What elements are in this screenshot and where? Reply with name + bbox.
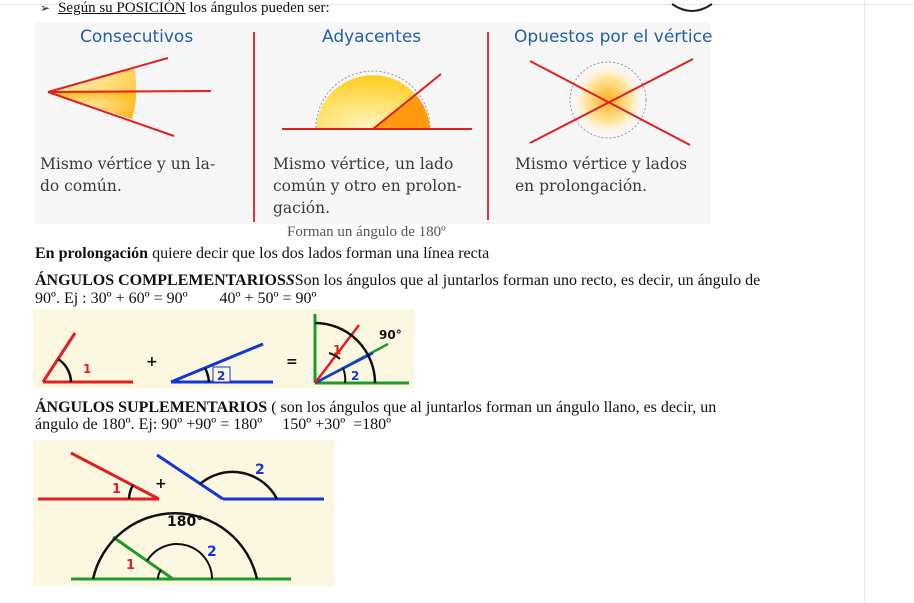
panel-title-consecutivos: Consecutivos	[80, 27, 194, 47]
supplementary-angles-drawing	[33, 440, 334, 586]
panel-text-adyacentes: Mismo vértice, un lado común y otro en prolon- gación.	[273, 155, 462, 217]
panel-text-opuestos: Mismo vértice y lados en prolongación.	[515, 155, 688, 195]
adjacent-angles-figure	[276, 60, 476, 140]
complementary-figure	[33, 309, 414, 388]
supplementary-figure	[33, 440, 334, 586]
consecutive-angles-figure	[36, 55, 252, 145]
comp-label-90: 90°	[379, 328, 402, 342]
panel-divider-2	[487, 32, 489, 220]
panel-title-opuestos: Opuestos por el vértice	[514, 27, 713, 47]
section-heading	[40, 0, 330, 17]
complementarios-bold: ÁNGULOS COMPLEMENTARIOS	[35, 272, 286, 289]
complementarios-rest: Son los ángulos que al juntarlos forman uno recto, es decir, un ángulo de	[294, 272, 761, 289]
comp-combined-label-1: 1	[333, 343, 342, 357]
prolongacion-text	[35, 245, 489, 262]
comp-equals: =	[286, 354, 298, 370]
sup-label-180: 180°	[167, 514, 204, 530]
heading-underlined: Según su POSICIÓN	[58, 0, 186, 16]
panel-divider-1	[253, 32, 255, 222]
complementarios-italic: S	[285, 272, 295, 289]
complementarios-line2: 90º. Ej : 30º + 60º = 90º 40º + 50º = 90º	[35, 290, 317, 307]
suplementarios-rest: ( son los ángulos que al juntarlos forman un ángulo llano, es decir, un	[267, 399, 717, 416]
sup-label-2: 2	[255, 462, 265, 478]
sup-combined-label-2: 2	[207, 544, 217, 560]
comp-plus: +	[146, 354, 158, 370]
page-margin-rule	[864, 0, 865, 603]
comp-combined-label-2: 2	[351, 369, 360, 383]
prolongacion-bold: En prolongación	[35, 245, 149, 262]
complementarios-line1	[35, 272, 760, 289]
sup-plus: +	[155, 476, 167, 492]
comp-label-2: 2	[217, 369, 226, 383]
heading-rest: los ángulos pueden ser:	[185, 0, 330, 16]
sup-label-1: 1	[112, 482, 122, 497]
suplementarios-bold: ÁNGULOS SUPLEMENTARIOS	[35, 399, 268, 416]
complementary-angles-drawing	[33, 309, 414, 388]
suplementarios-line1	[35, 399, 716, 416]
comp-label-1: 1	[83, 362, 92, 376]
caption-180: Forman un ángulo de 180º	[287, 224, 446, 240]
arrow-bullet-icon: ➢	[40, 1, 51, 15]
prolongacion-rest: quiere decir que los dos lados forman una línea recta	[148, 245, 490, 262]
panel-text-consecutivos: Mismo vértice y un la- do común.	[40, 155, 216, 195]
curve-decoration-icon	[668, 0, 718, 18]
panel-title-adyacentes: Adyacentes	[322, 27, 422, 47]
sup-combined-label-1: 1	[126, 558, 136, 573]
suplementarios-line2: ángulo de 180º. Ej: 90º +90º = 180º 150º +30º =180º	[35, 416, 392, 433]
opposite-angles-figure	[525, 55, 705, 150]
